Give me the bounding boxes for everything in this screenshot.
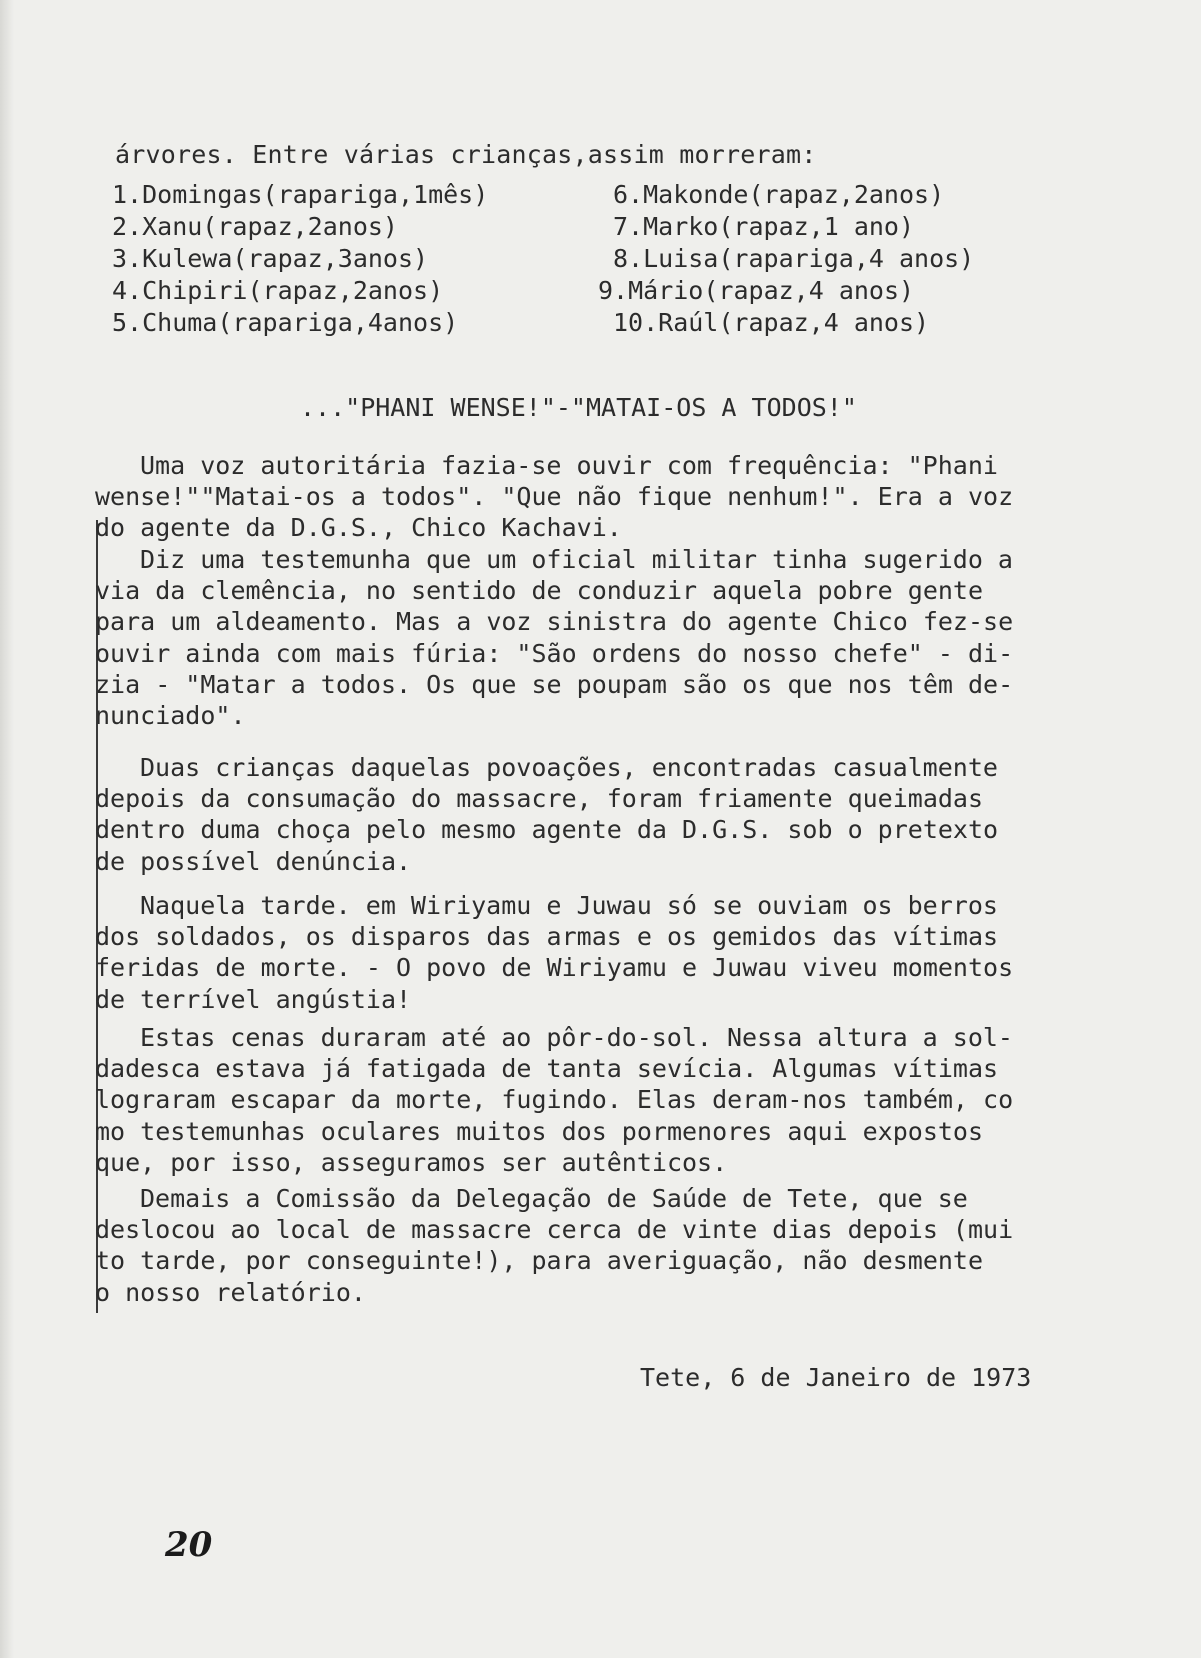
text-line: dadesca estava já fatigada de tanta sevícia. Algumas vítimas bbox=[95, 1054, 999, 1084]
text-line: ouvir ainda com mais fúria: "São ordens do nosso chefe" - di- bbox=[95, 638, 1014, 668]
list-item: 10.Raúl(rapaz,4 anos) bbox=[613, 308, 930, 337]
text-line: de possível denúncia. bbox=[95, 846, 412, 876]
list-item: 4.Chipiri(rapaz,2anos) bbox=[112, 276, 444, 305]
paragraph bbox=[95, 1022, 1095, 1178]
paragraph bbox=[95, 752, 1095, 877]
text-line: dos soldados, os disparos das armas e os gemidos das vítimas bbox=[95, 922, 999, 952]
text-line: lograram escapar da morte, fugindo. Elas deram-nos também, co bbox=[95, 1085, 1014, 1115]
text-line: depois da consumação do massacre, foram friamente queimadas bbox=[95, 784, 984, 814]
text-line: feridas de morte. - O povo de Wiriyamu e Juwau viveu momentos bbox=[95, 953, 1014, 983]
list-item: 1.Domingas(rapariga,1mês) bbox=[112, 180, 489, 209]
paragraph bbox=[95, 1183, 1095, 1308]
section-title: ..."PHANI WENSE!"-"MATAI-OS A TODOS!" bbox=[300, 393, 857, 422]
list-item: 3.Kulewa(rapaz,3anos) bbox=[112, 244, 429, 273]
text-line: mo testemunhas oculares muitos dos pormenores aqui expostos bbox=[95, 1116, 984, 1146]
paragraph bbox=[95, 544, 1095, 731]
intro-line: árvores. Entre várias crianças,assim morreram: bbox=[115, 140, 817, 169]
text-line: do agente da D.G.S., Chico Kachavi. bbox=[95, 513, 622, 543]
text-line: o nosso relatório. bbox=[95, 1277, 366, 1307]
page-number: 20 bbox=[165, 1525, 213, 1565]
text-line: Diz uma testemunha que um oficial militar tinha sugerido a bbox=[140, 545, 1013, 574]
text-line: to tarde, por conseguinte!), para averiguação, não desmente bbox=[95, 1246, 984, 1276]
text-line: Demais a Comissão da Delegação de Saúde de Tete, que se bbox=[140, 1184, 968, 1213]
text-line: deslocou ao local de massacre cerca de vinte dias depois (mui bbox=[95, 1215, 1014, 1245]
text-line: Uma voz autoritária fazia-se ouvir com frequência: "Phani bbox=[140, 451, 998, 480]
list-item: 5.Chuma(rapariga,4anos) bbox=[112, 308, 459, 337]
text-line: Naquela tarde. em Wiriyamu e Juwau só se ouviam os berros bbox=[140, 891, 998, 920]
text-line: via da clemência, no sentido de conduzir aquela pobre gente bbox=[95, 576, 984, 606]
list-item: 6.Makonde(rapaz,2anos) bbox=[613, 180, 945, 209]
list-item: 7.Marko(rapaz,1 ano) bbox=[613, 212, 915, 241]
signoff-place-date: Tete, 6 de Janeiro de 1973 bbox=[640, 1363, 1032, 1392]
text-line: nunciado". bbox=[95, 701, 246, 731]
list-item: 9.Mário(rapaz,4 anos) bbox=[598, 276, 915, 305]
list-item: 2.Xanu(rapaz,2anos) bbox=[112, 212, 398, 241]
text-line: wense!""Matai-os a todos". "Que não fique nenhum!". Era a voz bbox=[95, 482, 1014, 512]
list-item: 8.Luisa(rapariga,4 anos) bbox=[613, 244, 975, 273]
text-line: Duas crianças daquelas povoações, encontradas casualmente bbox=[140, 753, 998, 782]
text-line: Estas cenas duraram até ao pôr-do-sol. Nessa altura a sol- bbox=[140, 1023, 1013, 1052]
text-line: de terrível angústia! bbox=[95, 984, 412, 1014]
text-line: zia - "Matar a todos. Os que se poupam são os que nos têm de- bbox=[95, 669, 1014, 699]
text-line: para um aldeamento. Mas a voz sinistra do agente Chico fez-se bbox=[95, 607, 1014, 637]
paragraph bbox=[95, 450, 1095, 544]
page-edge-shadow bbox=[0, 0, 14, 1658]
text-line: que, por isso, asseguramos ser autênticos. bbox=[95, 1147, 728, 1177]
paragraph bbox=[95, 890, 1095, 1015]
text-line: dentro duma choça pelo mesmo agente da D.G.S. sob o pretexto bbox=[95, 815, 999, 845]
